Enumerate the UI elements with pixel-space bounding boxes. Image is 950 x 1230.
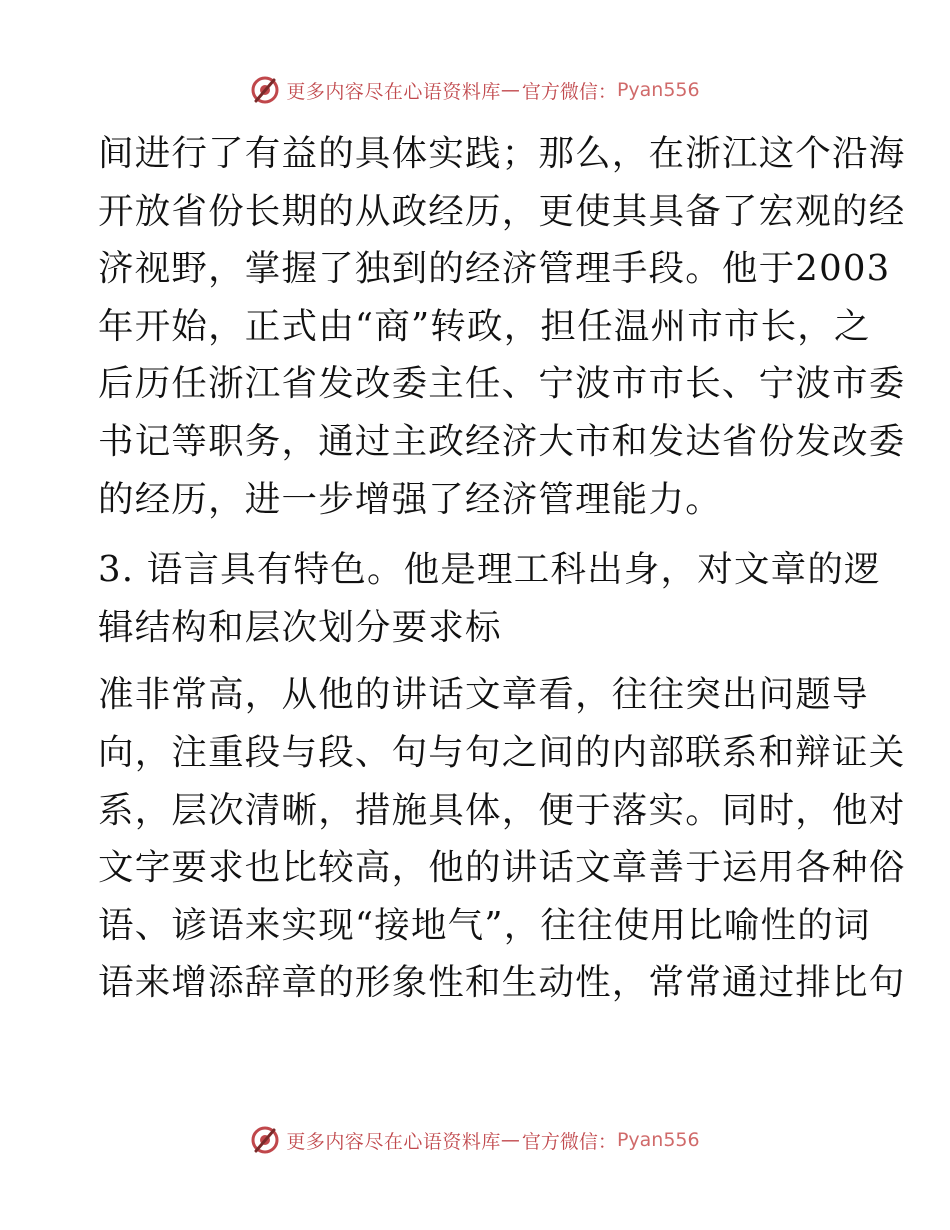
text-line: 间进行了有益的具体实践；那么，在浙江这个沿海 [98, 133, 906, 174]
text-line: 辑结构和层次划分要求标 [98, 606, 502, 648]
text-line: 济视野，掌握了独到的经济管理手段。他于2003 [98, 248, 891, 290]
logo-icon [250, 1125, 280, 1155]
text-line: 语来增添辞章的形象性和生动性，常常通过排比句 [98, 962, 906, 1004]
watermark-dash: — [500, 79, 520, 101]
header-watermark [0, 72, 950, 108]
text-line: 的经历，进一步增强了经济管理能力。 [98, 478, 722, 520]
text-line: 开放省份长期的从政经历，更使其具备了宏观的经 [98, 190, 906, 232]
text-line: 语、谚语来实现“接地气”，往往使用比喻性的词 [98, 904, 871, 946]
watermark-sub-text: 官方微信： [521, 80, 617, 103]
watermark-sub-text: 官方微信： [521, 1130, 617, 1153]
watermark-dash: — [500, 1129, 520, 1151]
text-line: 向，注重段与段、句与句之间的内部联系和辩证关 [98, 731, 906, 773]
text-line: 文字要求也比较高，他的讲话文章善于运用各种俗 [98, 847, 906, 889]
text-line: 3. 语言具有特色。他是理工科出身，对文章的逻 [98, 549, 881, 591]
text-line: 年开始，正式由“商”转政，担任温州市市长，之 [98, 305, 871, 347]
paragraph [98, 666, 906, 1012]
watermark-wechat-id: Pyan556 [616, 79, 700, 101]
paragraph [98, 125, 906, 528]
text-line: 准非常高，从他的讲话文章看，往往突出问题导 [98, 674, 869, 716]
watermark-wechat-id: Pyan556 [616, 1129, 700, 1151]
watermark-main-text: 更多内容尽在心语资料库 [286, 1130, 501, 1153]
document-body [98, 125, 906, 1012]
text-line: 后历任浙江省发改委主任、宁波市市长、宁波市委 [98, 363, 906, 405]
text-line: 书记等职务，通过主政经济大市和发达省份发改委 [98, 420, 906, 462]
footer-watermark [0, 1122, 950, 1158]
text-line: 系，层次清晰，措施具体，便于落实。同时，他对 [98, 789, 906, 831]
paragraph [98, 541, 881, 656]
logo-icon [250, 75, 280, 105]
watermark-main-text: 更多内容尽在心语资料库 [286, 80, 501, 103]
